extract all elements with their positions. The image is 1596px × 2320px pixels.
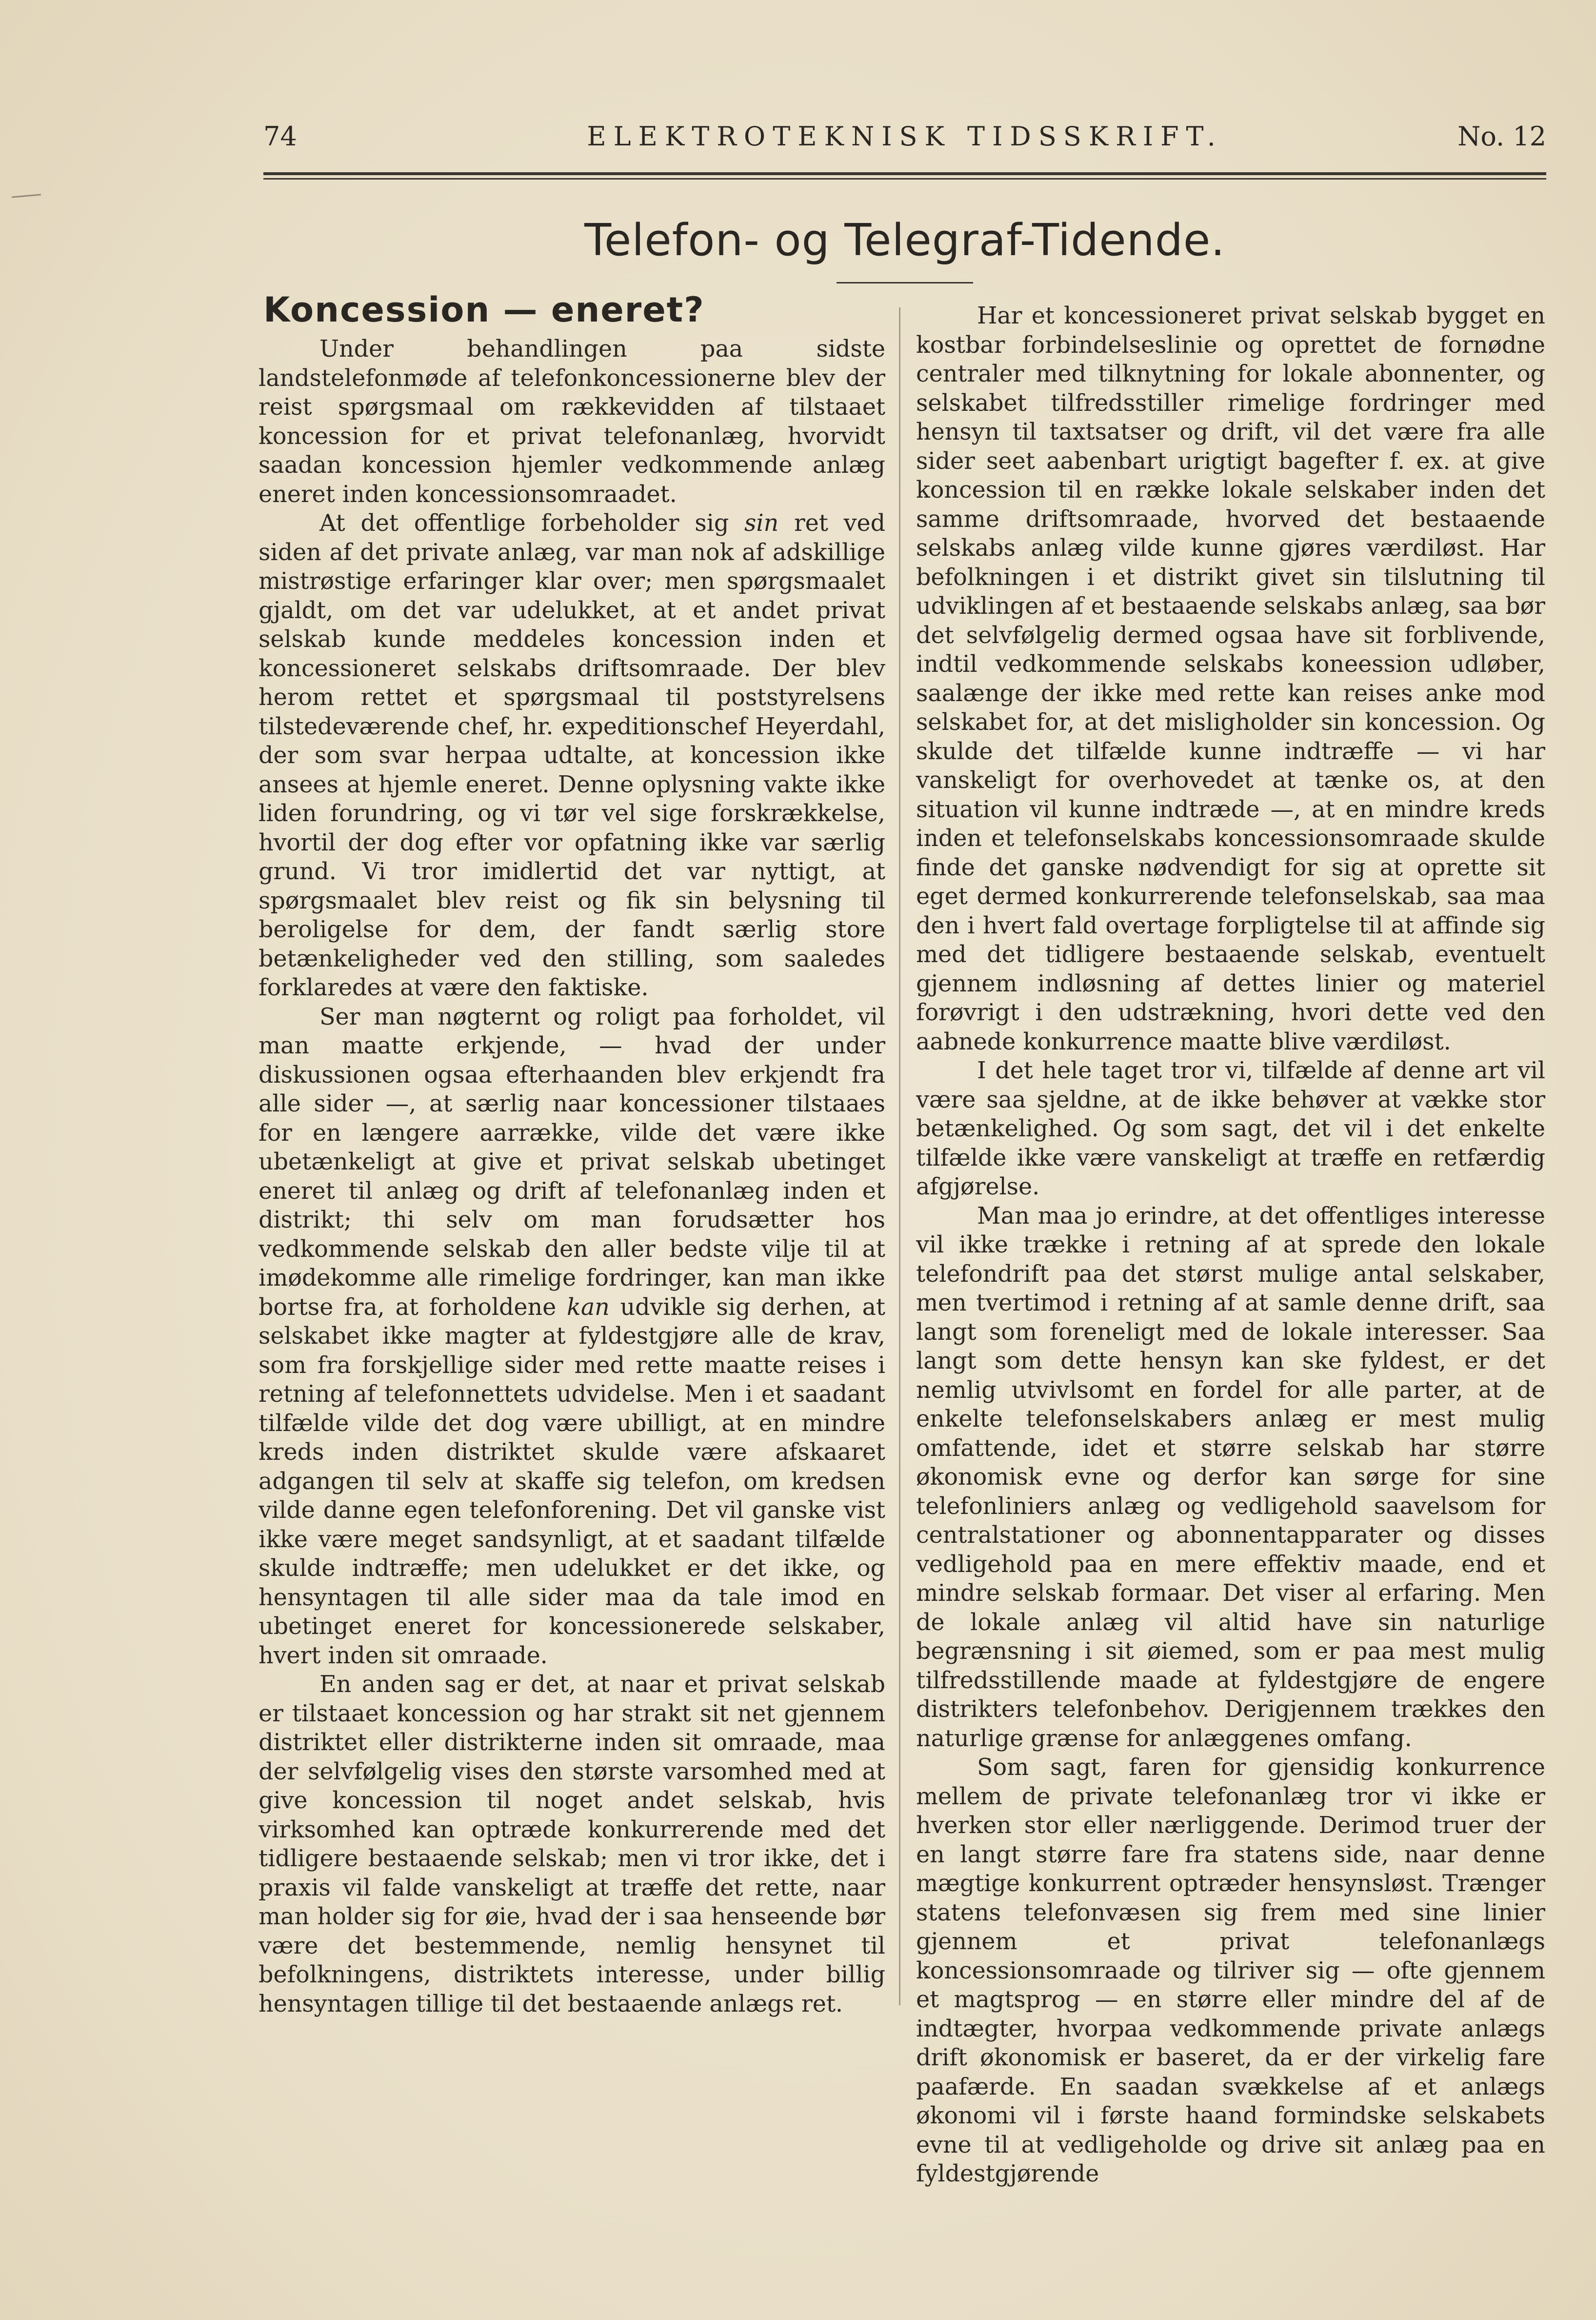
section-title: Telefon- og Telegraf-Tidende. bbox=[584, 215, 1225, 266]
paragraph: I det hele taget tror vi, tilfælde af denne art vil være saa sjeldne, at de ikke behøver at vække stor betænkelighed. Og som sagt, det vil i det enkelte tilfælde ikke være vanskeligt at træffe en retfærdig afgjørelse. bbox=[916, 1057, 1545, 1200]
paragraph: Ser man nøgternt og roligt paa forholdet, vil man maatte erkjende, — hvad der under diskussionen ogsaa efterhaanden blev erkjendt fra alle sider —, at særlig naar koncessioner tilstaaes for en længere aarrække, vilde det være ikke ubetænkeligt at give et privat selskab ubetinget eneret til anlæg og drift af telefonanlæg inden et distrikt; thi selv om man forudsætter hos vedkommende selskab den aller bedste vilje til at imødekomme alle rimelige fordringer, kan man ikke bortse fra, at forholdene kan udvikle sig derhen, at selskabet ikke magter at fyldestgjøre alle de krav, som fra forskjellige sider med rette maatte reises i retning af telefonnettets udvidelse. Men i et saadant tilfælde vilde det dog være ubilligt, at en mindre kreds inden distriktet skulde være afskaaret adgangen til selv at skaffe sig telefon, om kredsen vilde danne egen telefonforening. Det vil ganske vist ikke være meget sandsynligt, at et saadant tilfælde skulde indtræffe; men udelukket er det ikke, og hensyntagen til alle sider maa da tale imod en ubetinget eneret for koncessionerede selskaber, hvert inden sit omraade. bbox=[259, 1003, 885, 1669]
text-column-right bbox=[916, 302, 1545, 2189]
paragraph: En anden sag er det, at naar et privat selskab er tilstaaet koncession og har strakt sit net gjennem distriktet eller distrikterne inden sit omraade, maa der selvfølgelig vises den største varsomhed med at give koncession til noget andet selskab, hvis virksomhed kan optræde konkurrerende med det tidligere bestaaende selskab; men vi tror ikke, det i praxis vil falde vanskeligt at træffe det rette, naar man holder sig for øie, hvad der i saa henseende bør være det bestemmende, nemlig hensynet til befolkningens, distriktets interesse, under billig hensyntagen tillige til det bestaaende anlægs ret. bbox=[259, 1671, 885, 2017]
text-column-left bbox=[259, 335, 885, 2018]
column-divider bbox=[899, 307, 900, 2005]
paragraph: Har et koncessioneret privat selskab bygget en kostbar forbindelseslinie og oprettet de fornødne centraler med tilknytning for lokale abonnenter, og selskabet tilfredsstiller rimelige fordringer med hensyn til taxtsatser og drift, vil det være fra alle sider seet aabenbart urigtigt bagefter f. ex. at give koncession til en række lokale selskaber inden det samme driftsomraade, hvorved det bestaaende selskabs anlæg vilde kunne gjøres værdiløst. Har befolkningen i et distrikt givet sin tilslutning til udviklingen af et bestaaende selskabs anlæg, saa bør det selvfølgelig dermed ogsaa have sit forblivende, indtil vedkommende selskabs koneession udløber, saalænge der ikke med rette kan reises anke mod selskabet for, at det misligholder sin koncession. Og skulde det tilfælde kunne indtræffe — vi har vanskeligt for overhovedet at tænke os, at den situation vil kunne indtræde —, at en mindre kreds inden et telefonselskabs koncessionsomraade skulde finde det ganske nødvendigt for sig at oprette sit eget dermed konkurrerende telefonselskab, saa maa den i hvert fald overtage forpligtelse til at affinde sig med det tidligere bestaaende selskab, eventuelt gjennem indløsning af dettes linier og materiel forøvrigt i den udstrækning, hvori dette ved den aabnede konkurrence maatte blive værdiløst. bbox=[916, 303, 1545, 1055]
paragraph: Som sagt, faren for gjensidig konkurrence mellem de private telefonanlæg tror vi ikke er hverken stor eller nærliggende. Derimod truer der en langt større fare fra statens side, naar denne mægtige konkurrent optræder hensynsløst. Trænger statens telefonvæsen sig frem med sine linier gjennem et privat telefonanlægs koncessionsomraade og tilriver sig — ofte gjennem et magtsprog — en større eller mindre del af de indtægter, hvorpaa vedkommende private anlægs drift økonomisk er baseret, da er der virkelig fare paafærde. En saadan svækkelse af et anlægs økonomi vil i første haand formindske selskabets evne til at vedligeholde og drive sit anlæg paa en fyldestgjørende bbox=[916, 1754, 1545, 2187]
issue-number: No. 12 bbox=[1457, 121, 1546, 152]
article-title: Koncession — eneret? bbox=[263, 290, 705, 330]
emphasis: kan bbox=[567, 1293, 610, 1321]
margin-mark bbox=[12, 194, 41, 198]
header-rule-thin bbox=[263, 178, 1546, 180]
paragraph: At det offentlige forbeholder sig sin ret ved siden af det private anlæg, var man nok af adskillige mistrøstige erfaringer klar over; men spørgsmaalet gjaldt, om det var udelukket, at et andet privat selskab kunde meddeles koncession inden et koncessioneret selskabs driftsomraade. Der blev herom rettet et spørgsmaal til poststyrelsens tilstedeværende chef, hr. expeditionschef Heyerdahl, der som svar herpaa udtalte, at koncession ikke ansees at hjemle eneret. Denne oplysning vakte ikke liden forundring, og vi tør vel sige forskrækkelse, hvortil der dog efter vor opfatning ikke var særlig grund. Vi tror imidlertid det var nyttigt, at spørgsmaalet blev reist og fik sin belysning til beroligelse for dem, der fandt særlig store betænkeligheder ved den stilling, som saaledes forklaredes at være den faktiske. bbox=[259, 510, 885, 1001]
header-rule bbox=[263, 172, 1546, 175]
section-rule bbox=[837, 282, 973, 283]
paragraph: Man maa jo erindre, at det offentliges interesse vil ikke trække i retning af at sprede den lokale telefondrift paa det størst mulige antal selskaber, men tvertimod i retning af at samle denne drift, saa langt som foreneligt med de lokale interesser. Saa langt som dette hensyn kan ske fyldest, er det nemlig utvivlsomt en fordel for alle parter, at de enkelte telefonselskabers anlæg er mest mulig omfattende, idet et større selskab har større økonomisk evne og derfor kan sørge for sine telefonliniers anlæg og vedligehold saavelsom for centralstationer og abonnentapparater og disses vedligehold paa en mere effektiv maade, end et mindre selskab formaar. Det viser al erfaring. Men de lokale anlæg vil altid have sin naturlige begrænsning i sit øiemed, som er paa mest mulig tilfredsstillende maade at fyldestgjøre de engere distrikters telefonbehov. Derigjennem trækkes den naturlige grænse for anlæggenes omfang. bbox=[916, 1202, 1545, 1752]
emphasis: sin bbox=[744, 510, 779, 537]
page-number: 74 bbox=[263, 121, 297, 152]
page-header bbox=[263, 121, 1546, 160]
running-title: ELEKTROTEKNISK TIDSSKRIFT. bbox=[587, 121, 1223, 152]
paragraph: Under behandlingen paa sidste landstelefonmøde af telefonkoncessionerne blev der reist spørgsmaal om rækkevidden af tilstaaet koncession for et privat telefonanlæg, hvorvidt saadan koncession hjemler vedkommende anlæg eneret inden koncessionsomraadet. bbox=[259, 336, 885, 508]
